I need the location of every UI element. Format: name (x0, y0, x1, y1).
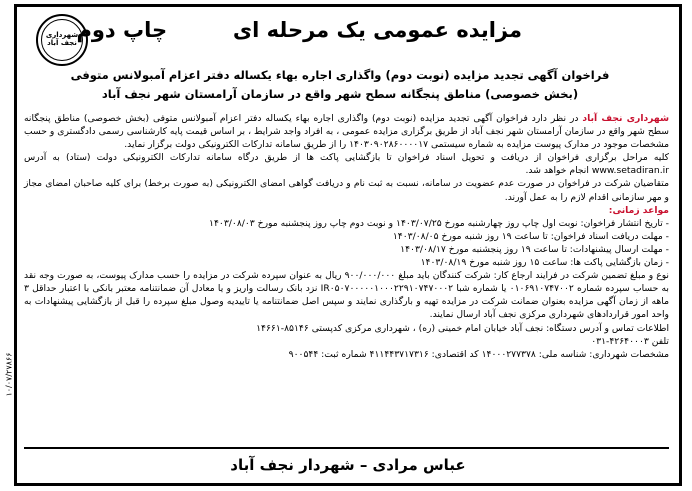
municipality-ids: مشخصات شهرداری: شناسه ملی: ۱۴۰۰۰۲۷۷۳۷۸ کد اقتصادی: ۴۱۱۴۴۳۷۱۷۳۱۶ شماره ثبت: ۹۰۰۵۴۴ (288, 348, 669, 360)
date-publish: - تاریخ انتشار فراخوان: نوبت اول چاپ روز چهارشنبه مورخ ۱۴۰۳/۰۷/۲۵ و نوبت دوم چاپ روز پنجشنبه مورخ ۱۴۰۳/۰۸/۰۳ (209, 217, 669, 229)
contact-phone: تلفن ۴۲۶۴۰۰۰۳-۰۳۱ (591, 335, 669, 347)
ad-body (24, 112, 669, 361)
mayor-signature: عباس مرادی – شهردار نجف آباد (230, 456, 466, 474)
intro-text: در نظر دارد فراخوان آگهی تجدید مزایده (نوبت دوم) واگذاری اجاره بهاء یکساله دفتر اعزام آمبولانس متوفی (بخش خصوصی) مناطق پنجگانه سطح شهر واقع در سازمان آرامستان شهر نجف آباد از طریق برگزاری مزایده عمومی ، به افراد واجد شرایط ، بر اساس قیمت پایه کارشناسی رسمی دادگستری و حسب مشخصات موجود در مدارک پیوست مزایده به شماره سیستمی ۱۴۰۳۰۹۰۲۸۶۰۰۰۰۱۷ را از طریق سامانه تدارکات الکترونیکی دولت برگزار نماید. (24, 113, 669, 151)
ad-subtitle (30, 66, 650, 104)
footer-divider (24, 447, 669, 449)
seal-line-1: شهرداری (45, 31, 79, 40)
intro-paragraph (24, 112, 669, 151)
contact-address: اطلاعات تماس و آدرس دستگاه: نجف آباد خیابان امام خمینی (ره) ، شهرداری مرکزی کدپستی ۸۵۱۴۶-۱۴۶۶۱ (256, 322, 669, 334)
org-name: شهرداری نجف آباد (582, 113, 669, 124)
process-paragraph: کلیه مراحل برگزاری فراخوان از دریافت و تحویل اسناد فراخوان تا بازگشایی پاکت ها از طریق درگاه سامانه تدارکات الکترونیکی دولت (ستاد) به آدرس www.setadiran.ir انجام خواهد شد. (24, 152, 669, 177)
date-proposals: - مهلت ارسال پیشنهادات: تا ساعت ۱۹ روز پنجشنبه مورخ ۱۴۰۳/۰۸/۱۷ (400, 243, 669, 255)
ad-header (14, 4, 682, 66)
ad-title: مزایده عمومی یک مرحله ای چاپ دوم (76, 18, 522, 42)
registration-paragraph: متقاضیان شرکت در فراخوان در صورت عدم عضویت در سامانه، نسبت به ثبت نام و دریافت گواهی امضای الکترونیکی (به صورت برخط) برای کلیه صاحبان امضای مجاز و مهر سازمانی اقدام لازم را به عمل آورند. (24, 178, 669, 203)
subtitle-line-1: فراخوان آگهی تجدید مزایده (نوبت دوم) واگذاری اجاره بهاء یکساله دفتر اعزام آمبولانس متوفی (70, 68, 610, 82)
date-opening: - زمان بازگشایی پاکت ها: ساعت ۱۵ روز شنبه مورخ ۱۴۰۳/۰۸/۱۹ (420, 257, 669, 269)
dates-heading: مواعد زمانی: (608, 204, 669, 216)
date-documents: - مهلت دریافت اسناد فراخوان: تا ساعت ۱۹ روز شنبه مورخ ۱۴۰۳/۰۸/۰۵ (392, 230, 669, 242)
subtitle-line-2: (بخش خصوصی) مناطق پنجگانه سطح شهر واقع در سازمان آرامستان شهر نجف آباد (101, 87, 579, 101)
seal-line-2: نجف آباد (47, 39, 77, 47)
side-code (0, 300, 14, 460)
guarantee-paragraph: نوع و مبلغ تضمین شرکت در فرایند ارجاع کار: شرکت کنندگان باید مبلغ ۹۰۰/۰۰۰/۰۰۰ ریال به عنوان سپرده شرکت در مزایده را حسب مدارک پیوست، به صورت وجه نقد به حساب سپرده شماره ۰۱۰۶۹۱۰۷۴۷۰۰۲ یا شماره شبا IR۰۵۰۷۰۰۰۰۰۱۰۰۰۲۲۹۱۰۷۴۷۰۰۰۲ نزد بانک رسالت واریز و یا معادل آن ضمانتنامه معتبر بانکی با اعتبار حداقل ۳ ماهه از زمان آگهی مزایده بعنوان ضمانت شرکت در مزایده تهیه و بارگذاری نمایند و سپس اصل ضمانتنامه یا تاییدیه وصول مبلغ سپرده را قبل از بازگشایی پیشنهادات به واحد امور قراردادهای شهرداری مرکزی نجف آباد ارسال نمایند. (24, 270, 669, 321)
side-code-text: ۱۰/۰۷/۲۷۸۶۶ (4, 352, 14, 397)
